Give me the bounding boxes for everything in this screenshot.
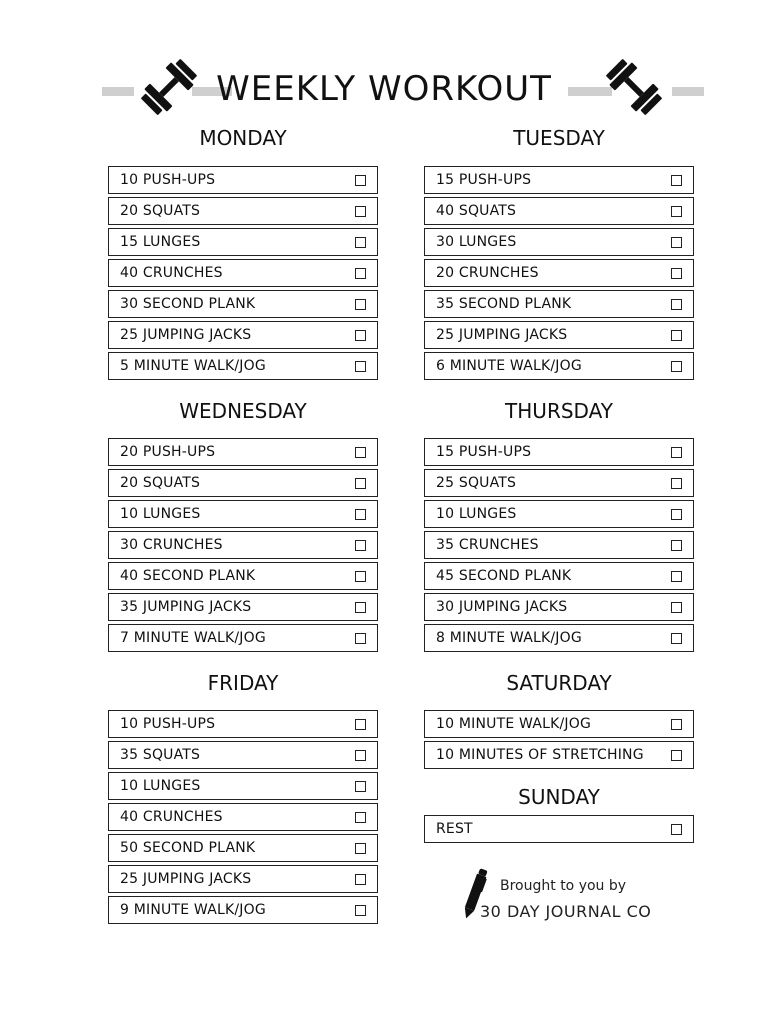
title-row <box>0 55 768 125</box>
task-label: 25 JUMPING JACKS <box>436 327 568 343</box>
day-title-wednesday: WEDNESDAY <box>179 399 307 423</box>
task-row[interactable] <box>108 166 378 194</box>
task-checkbox[interactable] <box>355 812 366 823</box>
task-row[interactable] <box>108 593 378 621</box>
task-checkbox[interactable] <box>355 781 366 792</box>
task-label: 10 LUNGES <box>436 506 517 522</box>
task-row[interactable] <box>424 469 694 497</box>
task-row[interactable] <box>424 815 694 843</box>
task-checkbox[interactable] <box>671 478 682 489</box>
task-row[interactable] <box>424 228 694 256</box>
task-checkbox[interactable] <box>355 874 366 885</box>
task-checkbox[interactable] <box>671 237 682 248</box>
task-label: 25 JUMPING JACKS <box>120 327 252 343</box>
task-checkbox[interactable] <box>355 843 366 854</box>
task-checkbox[interactable] <box>355 719 366 730</box>
task-label: 35 SQUATS <box>120 747 201 763</box>
task-row[interactable] <box>108 228 378 256</box>
task-label: 45 SECOND PLANK <box>436 568 572 584</box>
task-label: 7 MINUTE WALK/JOG <box>120 630 266 646</box>
day-title-friday: FRIDAY <box>207 671 279 695</box>
task-row[interactable] <box>108 741 378 769</box>
task-row[interactable] <box>108 834 378 862</box>
day-title-monday: MONDAY <box>199 126 287 150</box>
task-checkbox[interactable] <box>671 330 682 341</box>
task-checkbox[interactable] <box>671 602 682 613</box>
task-label: 35 CRUNCHES <box>436 537 539 553</box>
task-label: 35 JUMPING JACKS <box>120 599 252 615</box>
task-row[interactable] <box>424 321 694 349</box>
task-row[interactable] <box>424 166 694 194</box>
task-label: 25 SQUATS <box>436 475 517 491</box>
task-label: 50 SECOND PLANK <box>120 840 256 856</box>
task-checkbox[interactable] <box>671 571 682 582</box>
day-title-thursday: THURSDAY <box>505 399 613 423</box>
task-row[interactable] <box>108 531 378 559</box>
task-label: 25 JUMPING JACKS <box>120 871 252 887</box>
credit-brand: 30 DAY JOURNAL CO <box>480 902 652 921</box>
task-checkbox[interactable] <box>671 824 682 835</box>
task-checkbox[interactable] <box>355 602 366 613</box>
task-label: 40 SQUATS <box>436 203 517 219</box>
task-checkbox[interactable] <box>671 447 682 458</box>
task-row[interactable] <box>424 741 694 769</box>
task-checkbox[interactable] <box>355 237 366 248</box>
task-label: 10 MINUTE WALK/JOG <box>436 716 591 732</box>
task-row[interactable] <box>108 321 378 349</box>
task-checkbox[interactable] <box>355 361 366 372</box>
day-list-friday <box>108 710 378 927</box>
day-title-saturday: SATURDAY <box>506 671 612 695</box>
task-row[interactable] <box>108 624 378 652</box>
task-checkbox[interactable] <box>355 268 366 279</box>
task-checkbox[interactable] <box>671 540 682 551</box>
page-title: WEEKLY WORKOUT <box>216 69 552 109</box>
task-checkbox[interactable] <box>355 540 366 551</box>
task-checkbox[interactable] <box>671 750 682 761</box>
task-label: 15 PUSH-UPS <box>436 172 532 188</box>
task-checkbox[interactable] <box>355 633 366 644</box>
task-checkbox[interactable] <box>355 750 366 761</box>
task-row[interactable] <box>108 352 378 380</box>
task-checkbox[interactable] <box>671 206 682 217</box>
task-row[interactable] <box>108 259 378 287</box>
day-title-sunday: SUNDAY <box>518 785 600 809</box>
task-label: 20 SQUATS <box>120 203 201 219</box>
task-row[interactable] <box>424 710 694 738</box>
task-checkbox[interactable] <box>671 268 682 279</box>
task-checkbox[interactable] <box>355 206 366 217</box>
day-title-tuesday: TUESDAY <box>513 126 605 150</box>
task-row[interactable] <box>108 803 378 831</box>
credit-block <box>460 866 710 926</box>
task-row[interactable] <box>108 197 378 225</box>
credit-tagline: Brought to you by <box>500 878 627 894</box>
task-row[interactable] <box>424 352 694 380</box>
day-list-tuesday <box>424 166 694 383</box>
task-label: 30 CRUNCHES <box>120 537 223 553</box>
day-list-monday <box>108 166 378 383</box>
task-label: 20 CRUNCHES <box>436 265 539 281</box>
task-label: 30 LUNGES <box>436 234 517 250</box>
task-row[interactable] <box>108 772 378 800</box>
task-row[interactable] <box>424 197 694 225</box>
task-label: 30 JUMPING JACKS <box>436 599 568 615</box>
task-label: REST <box>436 821 473 837</box>
task-checkbox[interactable] <box>355 447 366 458</box>
task-row[interactable] <box>424 593 694 621</box>
task-checkbox[interactable] <box>355 905 366 916</box>
task-label: 30 SECOND PLANK <box>120 296 256 312</box>
task-label: 8 MINUTE WALK/JOG <box>436 630 582 646</box>
task-row[interactable] <box>108 865 378 893</box>
day-list-thursday <box>424 438 694 655</box>
task-label: 40 CRUNCHES <box>120 265 223 281</box>
task-checkbox[interactable] <box>355 175 366 186</box>
day-list-sunday <box>424 815 694 846</box>
task-checkbox[interactable] <box>355 571 366 582</box>
task-row[interactable] <box>424 562 694 590</box>
task-checkbox[interactable] <box>671 719 682 730</box>
task-checkbox[interactable] <box>355 330 366 341</box>
task-row[interactable] <box>424 531 694 559</box>
task-label: 10 LUNGES <box>120 506 201 522</box>
title-bar-right-outer <box>672 87 704 96</box>
task-label: 10 PUSH-UPS <box>120 716 216 732</box>
task-row[interactable] <box>108 500 378 528</box>
task-checkbox[interactable] <box>671 509 682 520</box>
task-label: 35 SECOND PLANK <box>436 296 572 312</box>
task-row[interactable] <box>108 896 378 924</box>
task-checkbox[interactable] <box>671 633 682 644</box>
task-row[interactable] <box>424 290 694 318</box>
task-label: 40 CRUNCHES <box>120 809 223 825</box>
task-label: 20 PUSH-UPS <box>120 444 216 460</box>
task-label: 15 PUSH-UPS <box>436 444 532 460</box>
task-label: 6 MINUTE WALK/JOG <box>436 358 582 374</box>
task-label: 9 MINUTE WALK/JOG <box>120 902 266 918</box>
task-checkbox[interactable] <box>355 478 366 489</box>
day-list-wednesday <box>108 438 378 655</box>
task-checkbox[interactable] <box>671 175 682 186</box>
task-checkbox[interactable] <box>355 299 366 310</box>
day-list-saturday <box>424 710 694 772</box>
task-row[interactable] <box>424 624 694 652</box>
task-row[interactable] <box>108 438 378 466</box>
task-checkbox[interactable] <box>671 361 682 372</box>
task-label: 10 PUSH-UPS <box>120 172 216 188</box>
task-row[interactable] <box>108 710 378 738</box>
task-row[interactable] <box>424 500 694 528</box>
task-label: 40 SECOND PLANK <box>120 568 256 584</box>
dumbbell-icon <box>602 55 666 119</box>
task-checkbox[interactable] <box>671 299 682 310</box>
task-label: 10 MINUTES OF STRETCHING <box>436 747 644 763</box>
task-row[interactable] <box>108 562 378 590</box>
task-label: 15 LUNGES <box>120 234 201 250</box>
task-label: 10 LUNGES <box>120 778 201 794</box>
task-row[interactable] <box>424 438 694 466</box>
task-row[interactable] <box>108 469 378 497</box>
task-label: 20 SQUATS <box>120 475 201 491</box>
task-label: 5 MINUTE WALK/JOG <box>120 358 266 374</box>
task-row[interactable] <box>424 259 694 287</box>
task-row[interactable] <box>108 290 378 318</box>
task-checkbox[interactable] <box>355 509 366 520</box>
